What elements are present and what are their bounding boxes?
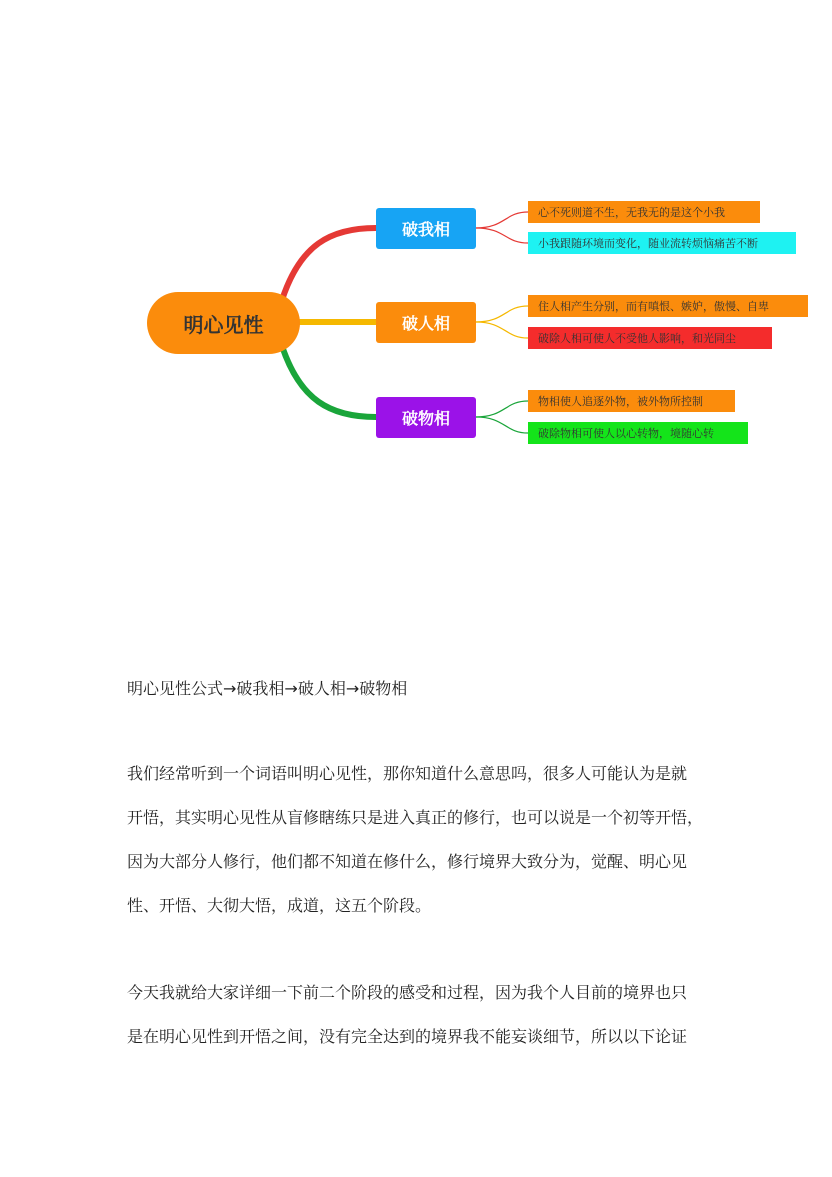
leaf-node[interactable]: 小我跟随环境而变化，随业流转烦恼痛苦不断 — [528, 232, 796, 254]
leaf-node[interactable]: 物相使人追逐外物，被外物所控制 — [528, 390, 735, 412]
paragraph-line: 开悟，其实明心见性从盲修瞎练只是进入真正的修行，也可以说是一个初等开悟， — [127, 808, 704, 827]
paragraph-line: 我们经常听到一个词语叫明心见性，那你知道什么意思吗，很多人可能认为是就 — [127, 764, 688, 783]
leaf-node[interactable]: 破除物相可使人以心转物，境随心转 — [528, 422, 748, 444]
leaf-node[interactable]: 住人相产生分别，而有嗔恨、嫉妒，傲慢、自卑 — [528, 295, 808, 317]
paragraph — [127, 752, 727, 928]
root-link-wo — [282, 228, 376, 300]
leaf-node[interactable]: 破除人相可使人不受他人影响，和光同尘 — [528, 327, 772, 349]
leaf-link — [476, 322, 528, 338]
paragraph-line: 今天我就给大家详细一下前二个阶段的感受和过程，因为我个人目前的境界也只 — [127, 983, 688, 1002]
leaf-link — [476, 417, 528, 433]
leaf-link — [476, 306, 528, 322]
leaf-link — [476, 401, 528, 417]
root-link-wu — [282, 346, 376, 417]
formula-line: 明心见性公式→破我相→破人相→破物相 — [127, 679, 408, 698]
paragraph-line: 因为大部分人修行，他们都不知道在修什么，修行境界大致分为，觉醒、明心见 — [127, 852, 688, 871]
root-node[interactable]: 明心见性 — [147, 292, 300, 354]
leaf-node[interactable]: 心不死则道不生，无我无的是这个小我 — [528, 201, 760, 223]
paragraph-line: 性、开悟、大彻大悟，成道，这五个阶段。 — [127, 896, 432, 915]
branch-node-wu[interactable]: 破物相 — [376, 397, 476, 438]
branch-node-wo[interactable]: 破我相 — [376, 208, 476, 249]
mind-map — [0, 0, 832, 480]
leaf-link — [476, 228, 528, 243]
paragraph-line: 是在明心见性到开悟之间，没有完全达到的境界我不能妄谈细节，所以以下论证 — [127, 1027, 688, 1046]
branch-node-ren[interactable]: 破人相 — [376, 302, 476, 343]
paragraph — [127, 971, 727, 1059]
leaf-link — [476, 212, 528, 228]
